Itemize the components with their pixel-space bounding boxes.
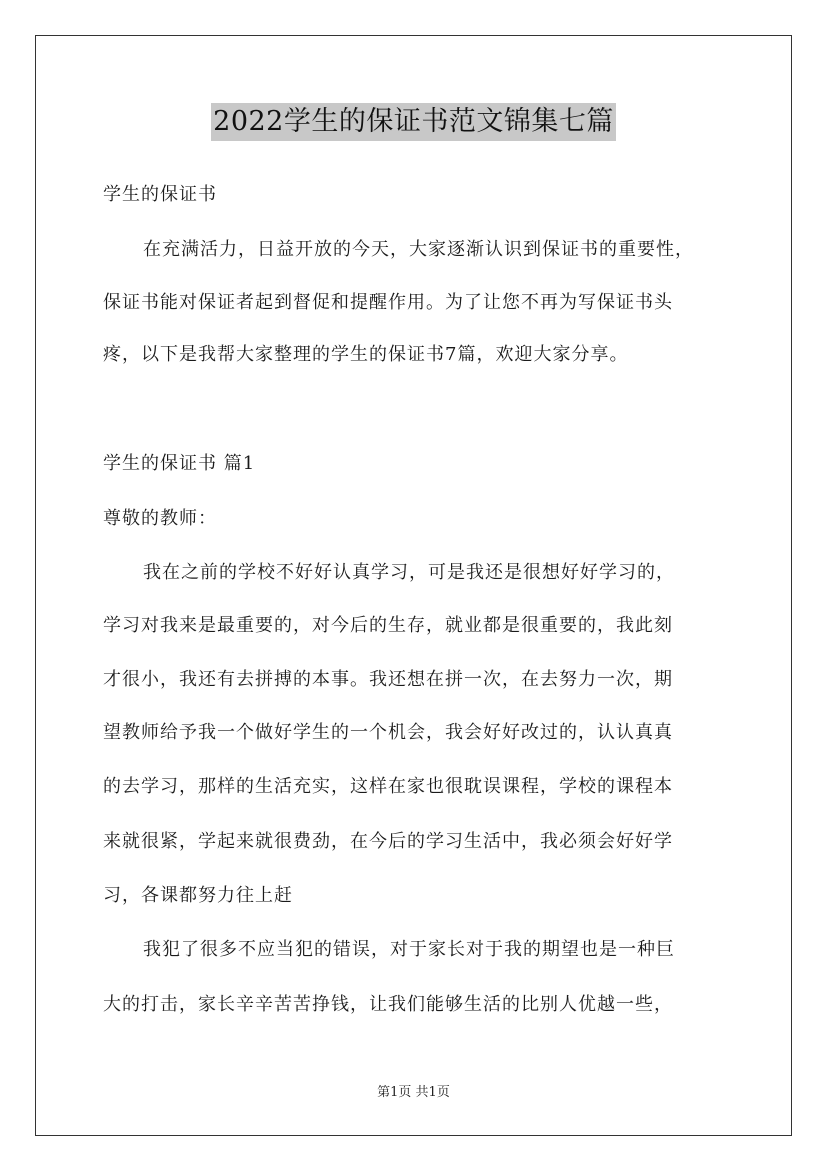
paragraph-line: 我在之前的学校不好好认真学习，可是我还是很想好好学习的， <box>143 562 675 583</box>
section-heading: 学生的保证书 篇1 <box>103 453 256 474</box>
paragraph-line: 才很小，我还有去拼搏的本事。我还想在拼一次，在去努力一次，期 <box>103 669 673 690</box>
salutation: 尊敬的教师： <box>103 508 217 529</box>
paragraph-line: 来就很紧，学起来就很费劲，在今后的学习生活中，我必须会好好学 <box>103 831 673 852</box>
paragraph-line: 的去学习，那样的生活充实，这样在家也很耽误课程，学校的课程本 <box>103 776 673 797</box>
paragraph-line: 疼，以下是我帮大家整理的学生的保证书7篇，欢迎大家分享。 <box>103 344 629 365</box>
paragraph-line: 大的打击，家长辛辛苦苦挣钱，让我们能够生活的比别人优越一些， <box>103 994 673 1015</box>
title-container <box>0 103 827 141</box>
paragraph-line: 望教师给予我一个做好学生的一个机会，我会好好改过的，认认真真 <box>103 722 673 743</box>
section-heading: 学生的保证书 <box>103 184 217 205</box>
paragraph-line: 习，各课都努力往上赶 <box>103 885 293 906</box>
paragraph-line: 我犯了很多不应当犯的错误，对于家长对于我的期望也是一种巨 <box>143 939 675 960</box>
paragraph-line: 在充满活力，日益开放的今天，大家逐渐认识到保证书的重要性， <box>143 239 694 260</box>
paragraph-line: 学习对我来是最重要的，对今后的生存，就业都是很重要的，我此刻 <box>103 615 673 636</box>
paragraph-line: 保证书能对保证者起到督促和提醒作用。为了让您不再为写保证书头 <box>103 292 673 313</box>
document-title: 2022学生的保证书范文锦集七篇 <box>211 103 616 141</box>
page-number-footer: 第1页 共1页 <box>377 1085 450 1100</box>
